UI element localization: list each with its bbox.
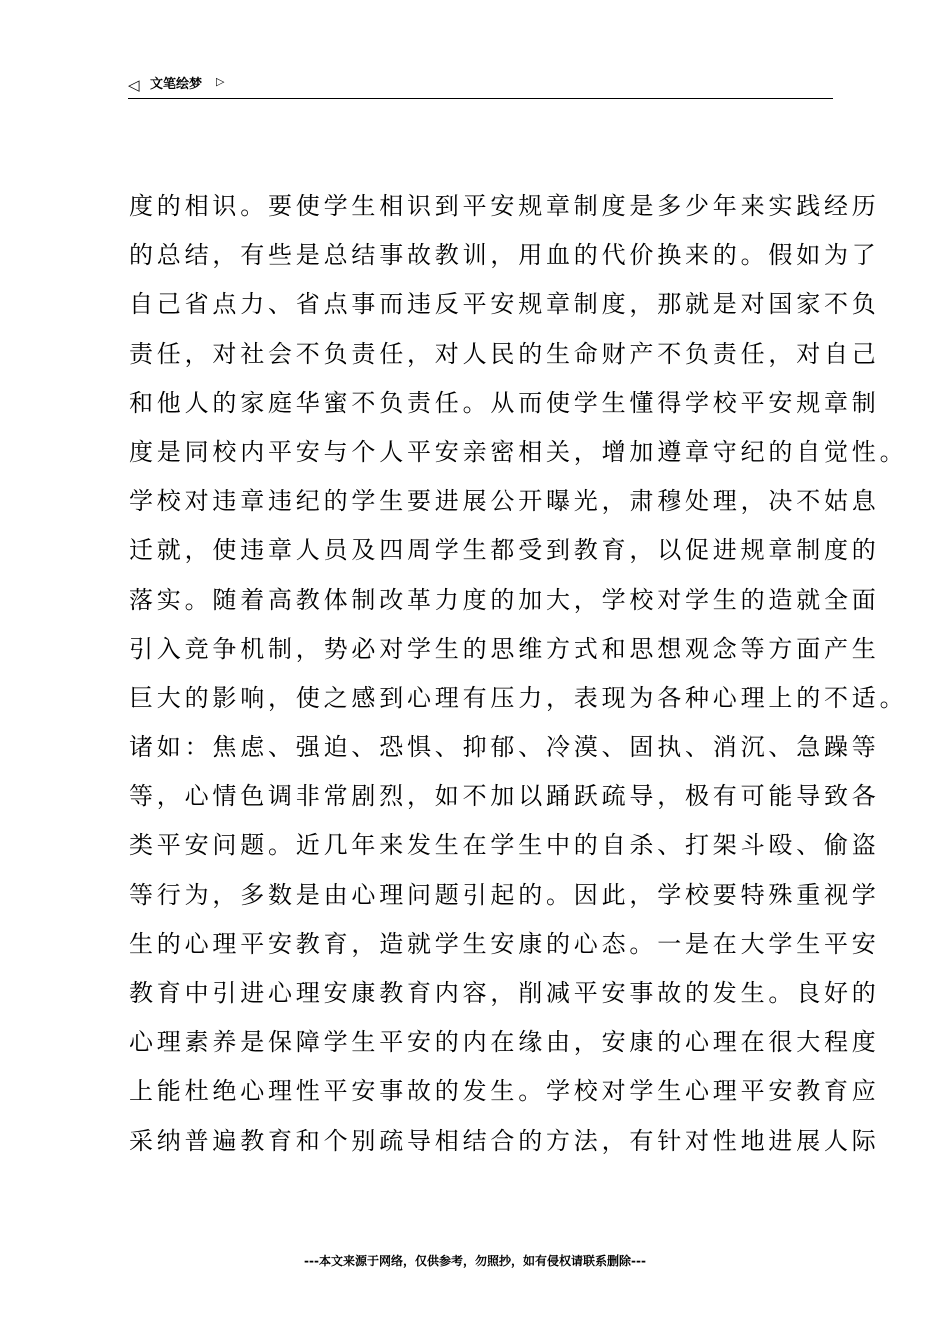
page-footer: ---本文来源于网络，仅供参考，勿照抄，如有侵权请联系删除--- bbox=[304, 1254, 646, 1268]
text-line: 教育中引进心理安康教育内容，削减平安事故的发生。良好的 bbox=[129, 979, 880, 1007]
text-line: 引入竞争机制，势必对学生的思维方式和思想观念等方面产生 bbox=[129, 634, 880, 663]
text-line: 迁就，使违章人员及四周学生都受到教育，以促进规章制度的 bbox=[129, 536, 880, 565]
body-text bbox=[129, 182, 908, 1166]
text-line: 巨大的影响，使之感到心理有压力，表现为各种心理上的不适。 bbox=[129, 683, 908, 712]
page-header bbox=[128, 74, 833, 99]
text-line: 采纳普遍教育和个别疏导相结合的方法，有针对性地进展人际 bbox=[129, 1126, 880, 1155]
text-line: 类平安问题。近几年来发生在学生中的自杀、打架斗殴、偷盗 bbox=[129, 831, 880, 860]
left-triangle-icon: ◁ bbox=[128, 76, 140, 94]
text-line: 的总结，有些是总结事故教训，用血的代价换来的。假如为了 bbox=[129, 241, 880, 270]
text-line: 等行为，多数是由心理问题引起的。因此，学校要特殊重视学 bbox=[129, 880, 880, 909]
text-line: 等，心情色调非常剧烈，如不加以踊跃疏导，极有可能导致各 bbox=[129, 782, 880, 811]
text-line: 度是同校内平安与个人平安亲密相关，增加遵章守纪的自觉性。 bbox=[129, 437, 908, 466]
header-title: 文笔绘梦 bbox=[150, 77, 203, 92]
text-line: 度的相识。要使学生相识到平安规章制度是多少年来实践经历 bbox=[129, 192, 880, 220]
text-line: 心理素养是保障学生平安的内在缘由，安康的心理在很大程度 bbox=[129, 1028, 880, 1057]
text-line: 落实。随着高教体制改革力度的加大，学校对学生的造就全面 bbox=[129, 585, 880, 614]
right-triangle-icon: ▷ bbox=[216, 75, 225, 88]
text-line: 和他人的家庭华蜜不负责任。从而使学生懂得学校平安规章制 bbox=[129, 388, 880, 417]
text-line: 生的心理平安教育，造就学生安康的心态。一是在大学生平安 bbox=[129, 929, 880, 958]
text-line: 学校对违章违纪的学生要进展公开曝光，肃穆处理，决不姑息 bbox=[129, 487, 880, 516]
text-line: 上能杜绝心理性平安事故的发生。学校对学生心理平安教育应 bbox=[129, 1077, 880, 1106]
text-line: 自己省点力、省点事而违反平安规章制度，那就是对国家不负 bbox=[129, 290, 880, 319]
text-line: 诸如：焦虑、强迫、恐惧、抑郁、冷漠、固执、消沉、急躁等 bbox=[129, 733, 880, 762]
text-line: 责任，对社会不负责任，对人民的生命财产不负责任，对自己 bbox=[129, 339, 880, 368]
